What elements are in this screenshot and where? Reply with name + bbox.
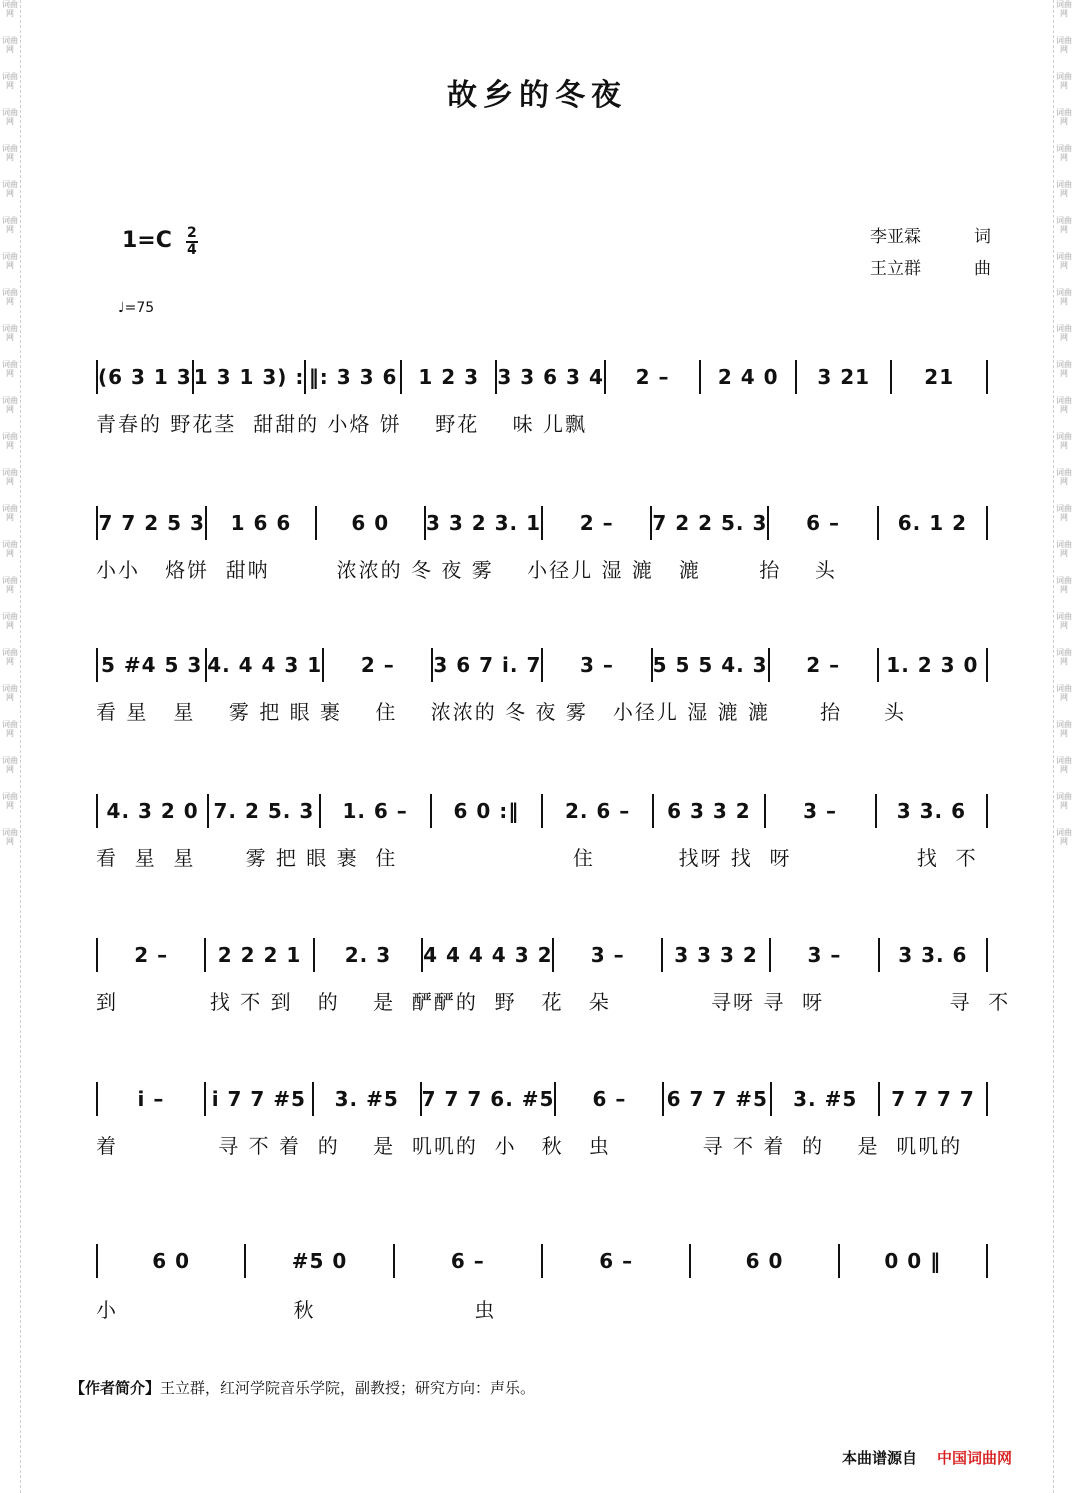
song-title: 故乡的冬夜 xyxy=(447,78,627,113)
lyric-line: 看 星 星 雾 把 眼 裹 住 住 找呀 找 呀 找 不 xyxy=(96,846,978,870)
lyric-line: 小小 烙饼 甜呐 浓浓的 冬 夜 雾 小径儿 湿 漉 漉 抬 头 xyxy=(96,558,837,582)
measure: 6 3 3 2 xyxy=(654,794,765,828)
measure: ‖: 3 3 6 xyxy=(306,360,402,394)
lyric-line: 青春的 野花茎 甜甜的 小烙 饼 野花 味 儿飘 xyxy=(96,412,588,436)
measure: 0 0 ‖ xyxy=(884,1249,942,1273)
measure: 4. 4 4 3 1 xyxy=(207,648,324,682)
key-signature: 1=C xyxy=(122,228,172,253)
measure: 2 – xyxy=(324,648,433,682)
notation-line xyxy=(96,498,984,546)
left-edge-watermark: 词曲网 词曲网 词曲网 词曲网 词曲网 词曲网 词曲网 词曲网 词曲网 词曲网 词曲网 词曲网 词曲网 词曲网 词曲网 词曲网 词曲网 词曲网 词曲网 词曲网 词曲网 词曲网 词曲网 词曲网 xyxy=(0,0,21,1493)
author-bio-tag: 【作者简介】 xyxy=(70,1379,161,1397)
lyricist-name: 李亚霖 xyxy=(870,227,921,247)
measure: 6 – xyxy=(556,1082,664,1116)
measure: 6 0 :‖ xyxy=(432,794,543,828)
measure: 2 – xyxy=(543,506,652,540)
measure: 2. 6 – xyxy=(543,794,654,828)
lyric-line: 小 秋 虫 xyxy=(96,1298,497,1322)
measure: 3. #5 xyxy=(772,1082,880,1116)
notation-line xyxy=(96,640,984,688)
measure: 3. #5 xyxy=(314,1082,422,1116)
time-signature-top: 2 xyxy=(187,225,197,241)
measure: 7 7 7 6. #5 xyxy=(422,1082,557,1116)
measure-group xyxy=(96,360,988,394)
measure: 2 – xyxy=(606,360,702,394)
measure: 7 2 2 5. 3 xyxy=(652,506,769,540)
measure: 3 3 3 2 xyxy=(663,938,771,972)
composer-role: 曲 xyxy=(974,259,991,279)
lyric-line: 看 星 星 雾 把 眼 裹 住 浓浓的 冬 夜 雾 小径儿 湿 漉 漉 抬 头 xyxy=(96,700,906,724)
measure: 3 3 2 3. 1 xyxy=(426,506,543,540)
measure-group xyxy=(96,794,988,828)
measure: 4. 3 2 0 xyxy=(98,794,209,828)
lyricist-credit xyxy=(870,222,991,247)
notation-line xyxy=(96,786,984,834)
measure: 6 0 xyxy=(691,1244,839,1278)
measure: 1 2 3 xyxy=(402,360,498,394)
lyric-line: 着 寻 不 着 的 是 叽叽的 小 秋 虫 寻 不 着 的 是 叽叽的 xyxy=(96,1134,963,1158)
author-bio-text: 王立群，红河学院音乐学院，副教授；研究方向：声乐。 xyxy=(160,1379,536,1397)
time-signature-bottom: 4 xyxy=(187,242,197,258)
measure: 4 4 4 4 3 2 xyxy=(423,938,554,972)
composer-credit xyxy=(870,254,991,279)
measure: 6 7 7 #5 xyxy=(664,1082,772,1116)
notation-line xyxy=(96,1236,984,1284)
measure: 6 – xyxy=(543,1244,691,1278)
measure: 1 6 6 xyxy=(207,506,316,540)
measure: 1. 2 3 0 xyxy=(886,653,979,677)
source-credit xyxy=(842,1447,1012,1468)
measure: #5 0 xyxy=(246,1244,394,1278)
measure-group xyxy=(96,1082,988,1116)
measure-group xyxy=(96,648,988,682)
measure: 3 6 7 i. 7 xyxy=(433,648,543,682)
measure: 3 – xyxy=(543,648,652,682)
composer-name: 王立群 xyxy=(870,259,921,279)
measure: 3 – xyxy=(766,794,877,828)
measure: 21 xyxy=(924,365,955,389)
measure: 2. 3 xyxy=(315,938,423,972)
measure: 3 3. 6 xyxy=(896,799,967,823)
lyricist-role: 词 xyxy=(974,227,991,247)
measure: 1. 6 – xyxy=(321,794,432,828)
measure-group xyxy=(96,938,988,972)
measure: 6 0 xyxy=(317,506,426,540)
author-bio xyxy=(70,1377,535,1398)
measure: i 7 7 #5 xyxy=(206,1082,314,1116)
notation-line xyxy=(96,930,984,978)
measure: 7 7 7 7 xyxy=(891,1087,975,1111)
measure: 3 3. 6 xyxy=(898,943,968,967)
measure: 2 4 0 xyxy=(701,360,797,394)
tempo-marking: ♩=75 xyxy=(118,300,155,316)
measure: 6 – xyxy=(395,1244,543,1278)
measure: 6. 1 2 xyxy=(897,511,967,535)
measure: 7. 2 5. 3 xyxy=(209,794,320,828)
measure: 5 5 5 4. 3 xyxy=(653,648,770,682)
measure: (6 3 1 3 xyxy=(98,360,194,394)
measure: 2 – xyxy=(770,648,879,682)
notation-line xyxy=(96,352,984,400)
lyric-line: 到 找 不 到 的 是 酽酽的 野 花 朵 寻呀 寻 呀 寻 不 xyxy=(96,990,1011,1014)
measure: 2 – xyxy=(98,938,206,972)
source-brand: 中国词曲网 xyxy=(937,1449,1013,1467)
measure: 1 3 1 3) : xyxy=(194,360,307,394)
measure: 2 2 2 1 xyxy=(206,938,314,972)
measure: 3 3 6 3 4 xyxy=(497,360,605,394)
measure-group xyxy=(96,506,988,540)
measure-group xyxy=(96,1244,988,1278)
measure: 3 21 xyxy=(797,360,893,394)
measure: 6 – xyxy=(769,506,878,540)
notation-line xyxy=(96,1074,984,1122)
measure: 3 – xyxy=(771,938,879,972)
source-label: 本曲谱源自 xyxy=(842,1449,918,1467)
measure: 5 #4 5 3 xyxy=(98,648,207,682)
measure: 6 0 xyxy=(98,1244,246,1278)
right-edge-watermark: 词曲网 词曲网 词曲网 词曲网 词曲网 词曲网 词曲网 词曲网 词曲网 词曲网 词曲网 词曲网 词曲网 词曲网 词曲网 词曲网 词曲网 词曲网 词曲网 词曲网 词曲网 词曲网 词曲网 词曲网 xyxy=(1053,0,1074,1493)
measure: i – xyxy=(98,1082,206,1116)
measure: 7 7 2 5 3 xyxy=(98,506,207,540)
time-signature xyxy=(186,226,198,258)
measure: 3 – xyxy=(554,938,662,972)
